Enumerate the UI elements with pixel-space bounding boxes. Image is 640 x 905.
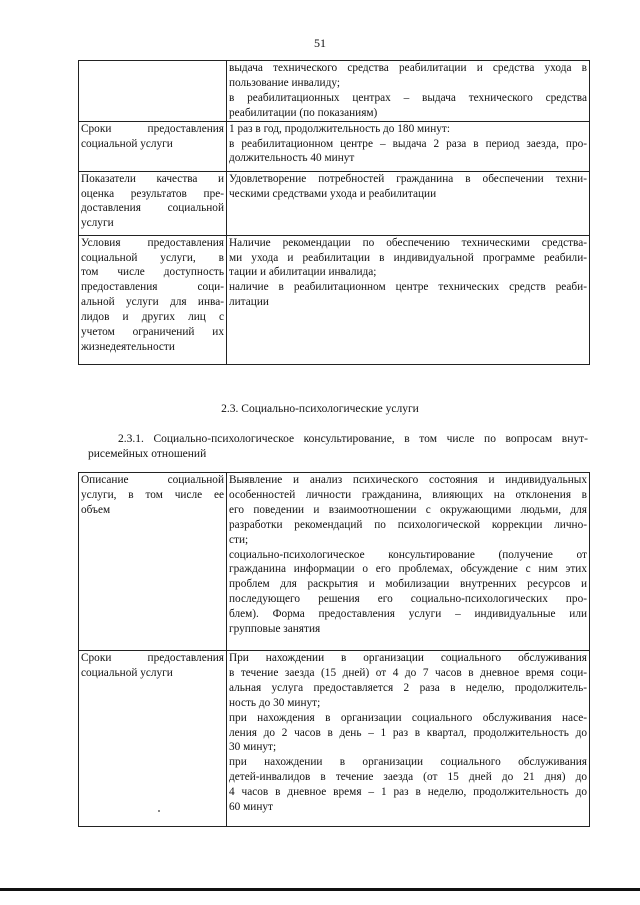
row-label-line: доставления социальной	[81, 202, 224, 215]
row-content-line: альная услуга предоставляется 2 раза в неделю, продолжитель-	[229, 681, 587, 694]
row-content-cell	[227, 121, 590, 171]
row-label-line: услуги, в том числе ее	[81, 488, 224, 501]
table-row	[79, 61, 590, 122]
subsection-heading-line: 2.3.1. Социально-психологическое консультирование, в том числе по вопросам внут-	[118, 433, 588, 445]
row-label-line: предоставления соци-	[81, 281, 224, 294]
row-content-line: последующего решения его социально-психологических про-	[229, 593, 587, 606]
row-label-line: альной услуги для инва-	[81, 296, 224, 309]
section-heading: 2.3. Социально-психологические услуги	[221, 403, 419, 415]
row-label-cell	[79, 473, 227, 651]
row-content-line: ления до 2 часов в день – 1 раз в квартал, продолжительность до	[229, 726, 587, 739]
row-content-line: разработки рекомендаций по психологической коррекции лично-	[229, 518, 587, 531]
row-label-line: социальной услуги, в	[81, 251, 224, 264]
row-content-line: в реабилитационном центре – выдача 2 раза в период заезда, про-	[229, 137, 587, 150]
row-label-line: том числе доступность	[81, 266, 224, 279]
row-label-cell	[79, 121, 227, 171]
row-content-line: при нахождении в организации социального обслуживания	[229, 756, 587, 769]
row-content-line: ческими средствами ухода и реабилитации	[229, 187, 437, 200]
row-label-line: оценка результатов пре-	[81, 187, 224, 200]
row-content-line: блем). Форма предоставления услуги – индивидуальные или	[229, 608, 587, 621]
row-label-line: учетом ограничений их	[81, 326, 224, 339]
row-label-cell	[79, 651, 227, 827]
table-row	[79, 651, 590, 827]
subsection-heading-line: рисемейных отношений	[88, 448, 207, 460]
psychological-consulting-table	[78, 472, 590, 827]
row-content-line: тации и абилитации инвалида;	[229, 266, 377, 279]
row-content-line: в реабилитационных центрах – выдача технического средства	[229, 91, 587, 104]
page-bottom-rule	[0, 888, 640, 891]
row-content-line: 1 раз в год, продолжительность до 180 минут:	[229, 122, 451, 135]
row-label-line: Описание социальной	[81, 474, 224, 486]
row-content-line: Наличие рекомендации по обеспечению техническими средства-	[229, 236, 587, 249]
row-content-line: 4 часов в дневное время – 1 раз в неделю, продолжительность до	[229, 786, 587, 799]
row-label-cell	[79, 61, 227, 122]
row-content-line: ми ухода и реабилитации в индивидуальной программе реабили-	[229, 251, 587, 264]
row-content-cell	[227, 61, 590, 122]
row-content-line: Выявление и анализ психического состояния и индивидуальных	[229, 474, 587, 486]
table-row	[79, 171, 590, 235]
row-content-line: 60 минут	[229, 801, 273, 814]
row-content-line: реабилитации (по показаниям)	[229, 106, 378, 119]
services-table-continued	[78, 60, 590, 365]
row-content-line: Удовлетворение потребностей гражданина в обеспечении техни-	[229, 172, 587, 185]
table-row	[79, 121, 590, 171]
row-content-cell	[227, 235, 590, 364]
row-content-line: пользование инвалиду;	[229, 76, 340, 89]
row-content-line: литации	[229, 296, 269, 309]
row-content-line: сти;	[229, 533, 249, 546]
row-label-line: жизнедеятельности	[81, 340, 175, 353]
row-content-line: гражданина информации о его проблемах, обсуждение с ним этих	[229, 563, 587, 576]
row-label-line: объем	[81, 503, 111, 516]
row-label-line: услуги	[81, 217, 114, 230]
row-content-line: выдача технического средства реабилитации и средства ухода в	[229, 62, 587, 74]
scan-speck	[158, 810, 160, 812]
row-content-cell	[227, 171, 590, 235]
row-label-line: Условия предоставления	[81, 236, 224, 249]
row-content-line: проблем для раскрытия и мобилизации внутренних ресурсов и	[229, 578, 587, 591]
row-content-line: детей-инвалидов в течение заезда (от 15 дней до 21 дня) до	[229, 771, 587, 784]
row-content-line: ность до 30 минут;	[229, 696, 321, 709]
row-content-line: социально-психологическое консультирование (получение от	[229, 548, 587, 561]
row-label-cell	[79, 171, 227, 235]
row-content-line: его поведении и взаимоотношении с окружающими людьми, для	[229, 503, 587, 516]
table-row	[79, 235, 590, 364]
row-content-cell	[227, 651, 590, 827]
row-content-line: при нахождения в организации социального обслуживания насе-	[229, 711, 587, 724]
row-label-cell	[79, 235, 227, 364]
page-number: 51	[314, 36, 326, 50]
row-label-line: Сроки предоставления	[81, 652, 224, 664]
table-row	[79, 473, 590, 651]
row-label-line: Показатели качества и	[81, 172, 224, 185]
row-content-line: в течение заезда (15 дней) от 4 до 7 часов в дневное время соци-	[229, 666, 587, 679]
row-content-line: должительность 40 минут	[229, 152, 355, 165]
row-content-line: наличие в реабилитационном центре технических средств реаби-	[229, 281, 587, 294]
row-content-line: особенностей личности гражданина, влияющих на отклонения в	[229, 488, 587, 501]
row-content-line: 30 минут;	[229, 741, 277, 754]
row-content-cell	[227, 473, 590, 651]
row-content-line: групповые занятия	[229, 623, 321, 636]
row-label-line: социальной услуги	[81, 666, 173, 679]
row-content-line: При нахождении в организации социального обслуживания	[229, 652, 587, 664]
subsection-heading	[88, 432, 588, 462]
row-label-line: лидов и других лиц с	[81, 311, 224, 324]
row-label-line: социальной услуги	[81, 137, 173, 150]
row-label-line: Сроки предоставления	[81, 122, 224, 135]
